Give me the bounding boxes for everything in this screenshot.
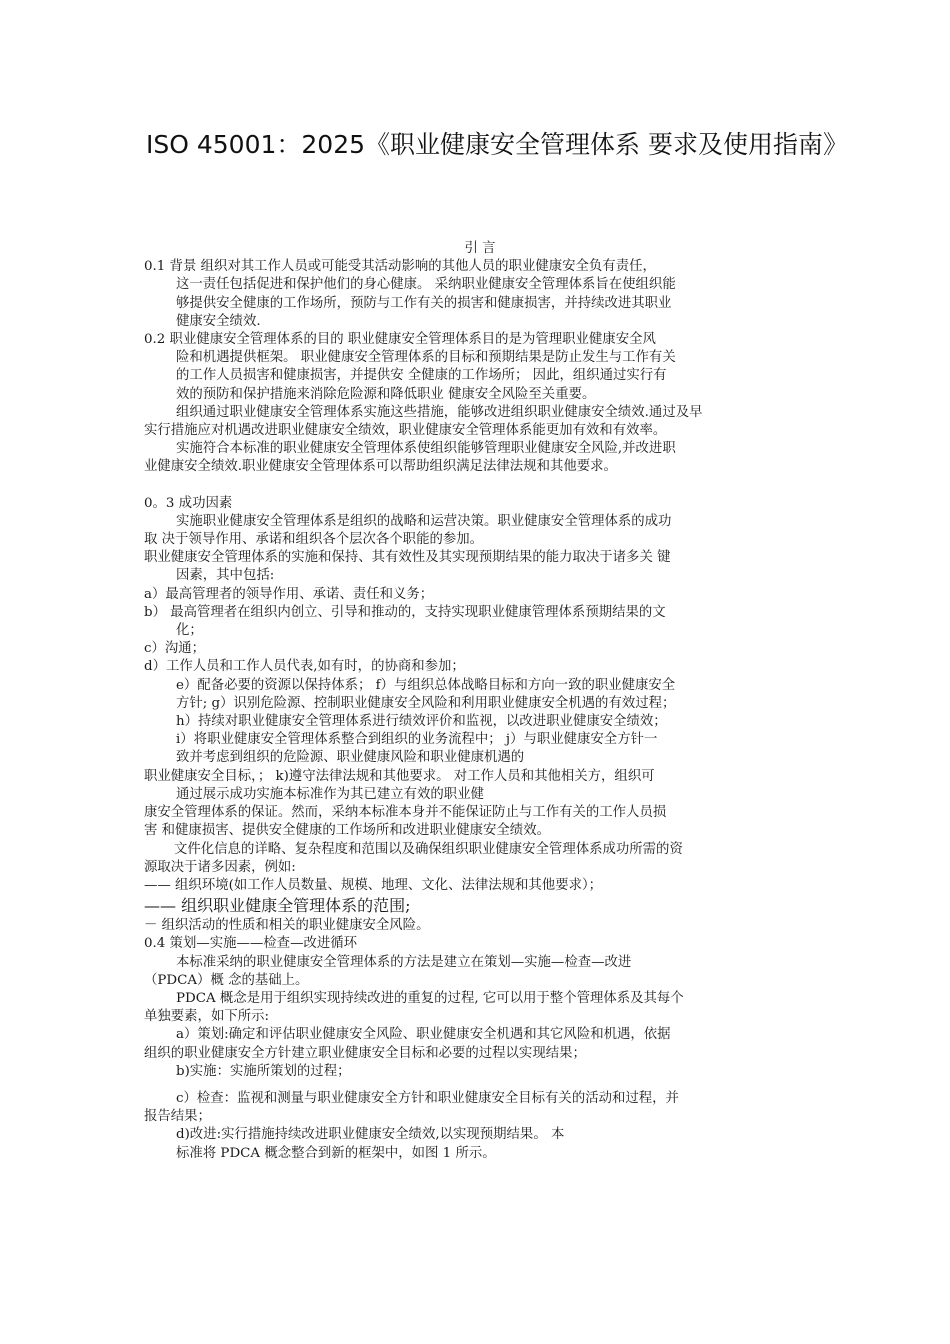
paragraph-line: 源取决于诸多因素，例如:	[144, 859, 296, 875]
paragraph-line: 这一责任包括促进和保护他们的身心健康。 采纳职业健康安全管理体系旨在使组织能	[176, 277, 676, 293]
list-item: d）工作人员和工作人员代表,如有时，的协商和参加；	[144, 659, 465, 675]
blank-line	[144, 1081, 816, 1090]
section-heading: 0。3 成功因素	[144, 495, 233, 511]
paragraph-line: 本标准采纳的职业健康安全管理体系的方法是建立在策划—实施—检查—改进	[176, 954, 632, 970]
list-item: d)改进:实行措施持续改进职业健康安全绩效,以实现预期结果。 本	[176, 1127, 565, 1143]
section-heading: 0.4 策划—实施——检查—改进循环	[144, 936, 358, 952]
document-body	[144, 240, 816, 1163]
paragraph-line: 够提供安全健康的工作场所，预防与工作有关的损害和健康损害，并持续改进其职业	[176, 295, 672, 311]
list-item: c）沟通；	[144, 641, 206, 657]
paragraph-line: 害 和健康损害、提供安全健康的工作场所和改进职业健康安全绩效。	[144, 823, 550, 839]
blank-line	[144, 477, 816, 495]
paragraph-line: 的工作人员损害和健康损害，并提供安 全健康的工作场所； 因此，组织通过实行有	[176, 368, 667, 384]
list-item: h）持续对职业健康安全管理体系进行绩效评价和监视，以改进职业健康安全绩效；	[176, 714, 667, 730]
list-item: 致并考虑到组织的危险源、职业健康风险和职业健康机遇的	[176, 750, 525, 766]
paragraph-line: 实行措施应对机遇改进职业健康安全绩效，职业健康安全管理体系能更加有效和有效率。	[144, 423, 667, 439]
paragraph-line: 实施符合本标准的职业健康安全管理体系使组织能够管理职业健康安全风险,并改进职	[176, 441, 676, 457]
list-item: b)实施：实施所策划的过程；	[176, 1063, 351, 1079]
list-item: c）检查：监视和测量与职业健康安全方针和职业健康安全目标有关的活动和过程，并	[176, 1090, 679, 1106]
paragraph-line: 0.2 职业健康安全管理体系的目的 职业健康安全管理体系目的是为管理职业健康安全风	[144, 332, 656, 348]
paragraph-line: 实施职业健康安全管理体系是组织的战略和运营决策。职业健康安全管理体系的成功	[176, 513, 672, 529]
paragraph-line: 文件化信息的详略、复杂程度和范围以及确保组织职业健康安全管理体系成功所需的资	[174, 841, 683, 857]
list-item: 职业健康安全目标，； k)遵守法律法规和其他要求。 对工作人员和其他相关方，组织可	[144, 768, 655, 784]
paragraph-line: 效的预防和保护措施来消除危险源和降低职业 健康安全风险至关重要。	[176, 386, 596, 402]
paragraph-line: 健康安全绩效.	[176, 313, 261, 329]
list-item: 报告结果；	[144, 1109, 211, 1125]
paragraph-line: 职业健康安全管理体系的实施和保持、其有效性及其实现预期结果的能力取决于诸多关 键	[144, 550, 671, 566]
list-item: —— 组织环境(如工作人员数量、规模、地理、文化、法律法规和其他要求）；	[144, 877, 603, 893]
paragraph-line: PDCA 概念是用于组织实现持续改进的重复的过程, 它可以用于整个管理体系及其每个	[176, 990, 684, 1006]
list-item: － 组织活动的性质和相关的职业健康安全风险。	[144, 918, 430, 934]
list-item: —— 组织职业健康全管理体系的范围;	[144, 896, 411, 916]
paragraph-line: 康安全管理体系的保证。然而，采纳本标准本身并不能保证防止与工作有关的工作人员损	[144, 805, 667, 821]
section-heading: 引 言	[464, 241, 496, 256]
list-item: 组织的职业健康安全方针建立职业健康安全目标和必要的过程以实现结果；	[144, 1045, 586, 1061]
list-item: e）配备必要的资源以保持体系； f）与组织总体战略目标和方向一致的职业健康安全	[176, 677, 676, 693]
list-item: a）策划:确定和评估职业健康安全风险、职业健康安全机遇和其它风险和机遇，依据	[176, 1027, 671, 1043]
list-item: b） 最高管理者在组织内创立、引导和推动的，支持实现职业健康管理体系预期结果的文	[144, 604, 666, 620]
paragraph-line: 标准将 PDCA 概念整合到新的框架中，如图 1 所示。	[176, 1145, 496, 1161]
paragraph-line: 通过展示成功实施本标准作为其已建立有效的职业健	[176, 786, 484, 802]
paragraph-line: 取 决于领导作用、承诺和组织各个层次各个职能的参加。	[144, 532, 484, 548]
paragraph-line: 因素，其中包括:	[176, 568, 275, 584]
paragraph-line: 组织通过职业健康安全管理体系实施这些措施，能够改进组织职业健康安全绩效.通过及早	[176, 404, 703, 420]
list-item: 化；	[176, 623, 203, 639]
paragraph-line: （PDCA）概 念的基础上。	[144, 972, 309, 988]
list-item: 方针; g）识别危险源、控制职业健康安全风险和利用职业健康安全机遇的有效过程；	[176, 695, 676, 711]
list-item: i）将职业健康安全管理体系整合到组织的业务流程中； j）与职业健康安全方针一	[176, 732, 658, 748]
paragraph-line: 业健康安全绩效.职业健康安全管理体系可以帮助组织满足法律法规和其他要求。	[144, 459, 617, 475]
paragraph-line: 0.1 背景 组织对其工作人员或可能受其活动影响的其他人员的职业健康安全负有责任，	[144, 259, 656, 275]
paragraph-line: 险和机遇提供框架。 职业健康安全管理体系的目标和预期结果是防止发生与工作有关	[176, 350, 676, 366]
paragraph-line: 单独要素，如下所示:	[144, 1009, 270, 1025]
list-item: a）最高管理者的领导作用、承诺、责任和义务；	[144, 586, 434, 602]
document-title: ISO 45001：2025《职业健康安全管理体系 要求及使用指南》	[146, 130, 848, 159]
